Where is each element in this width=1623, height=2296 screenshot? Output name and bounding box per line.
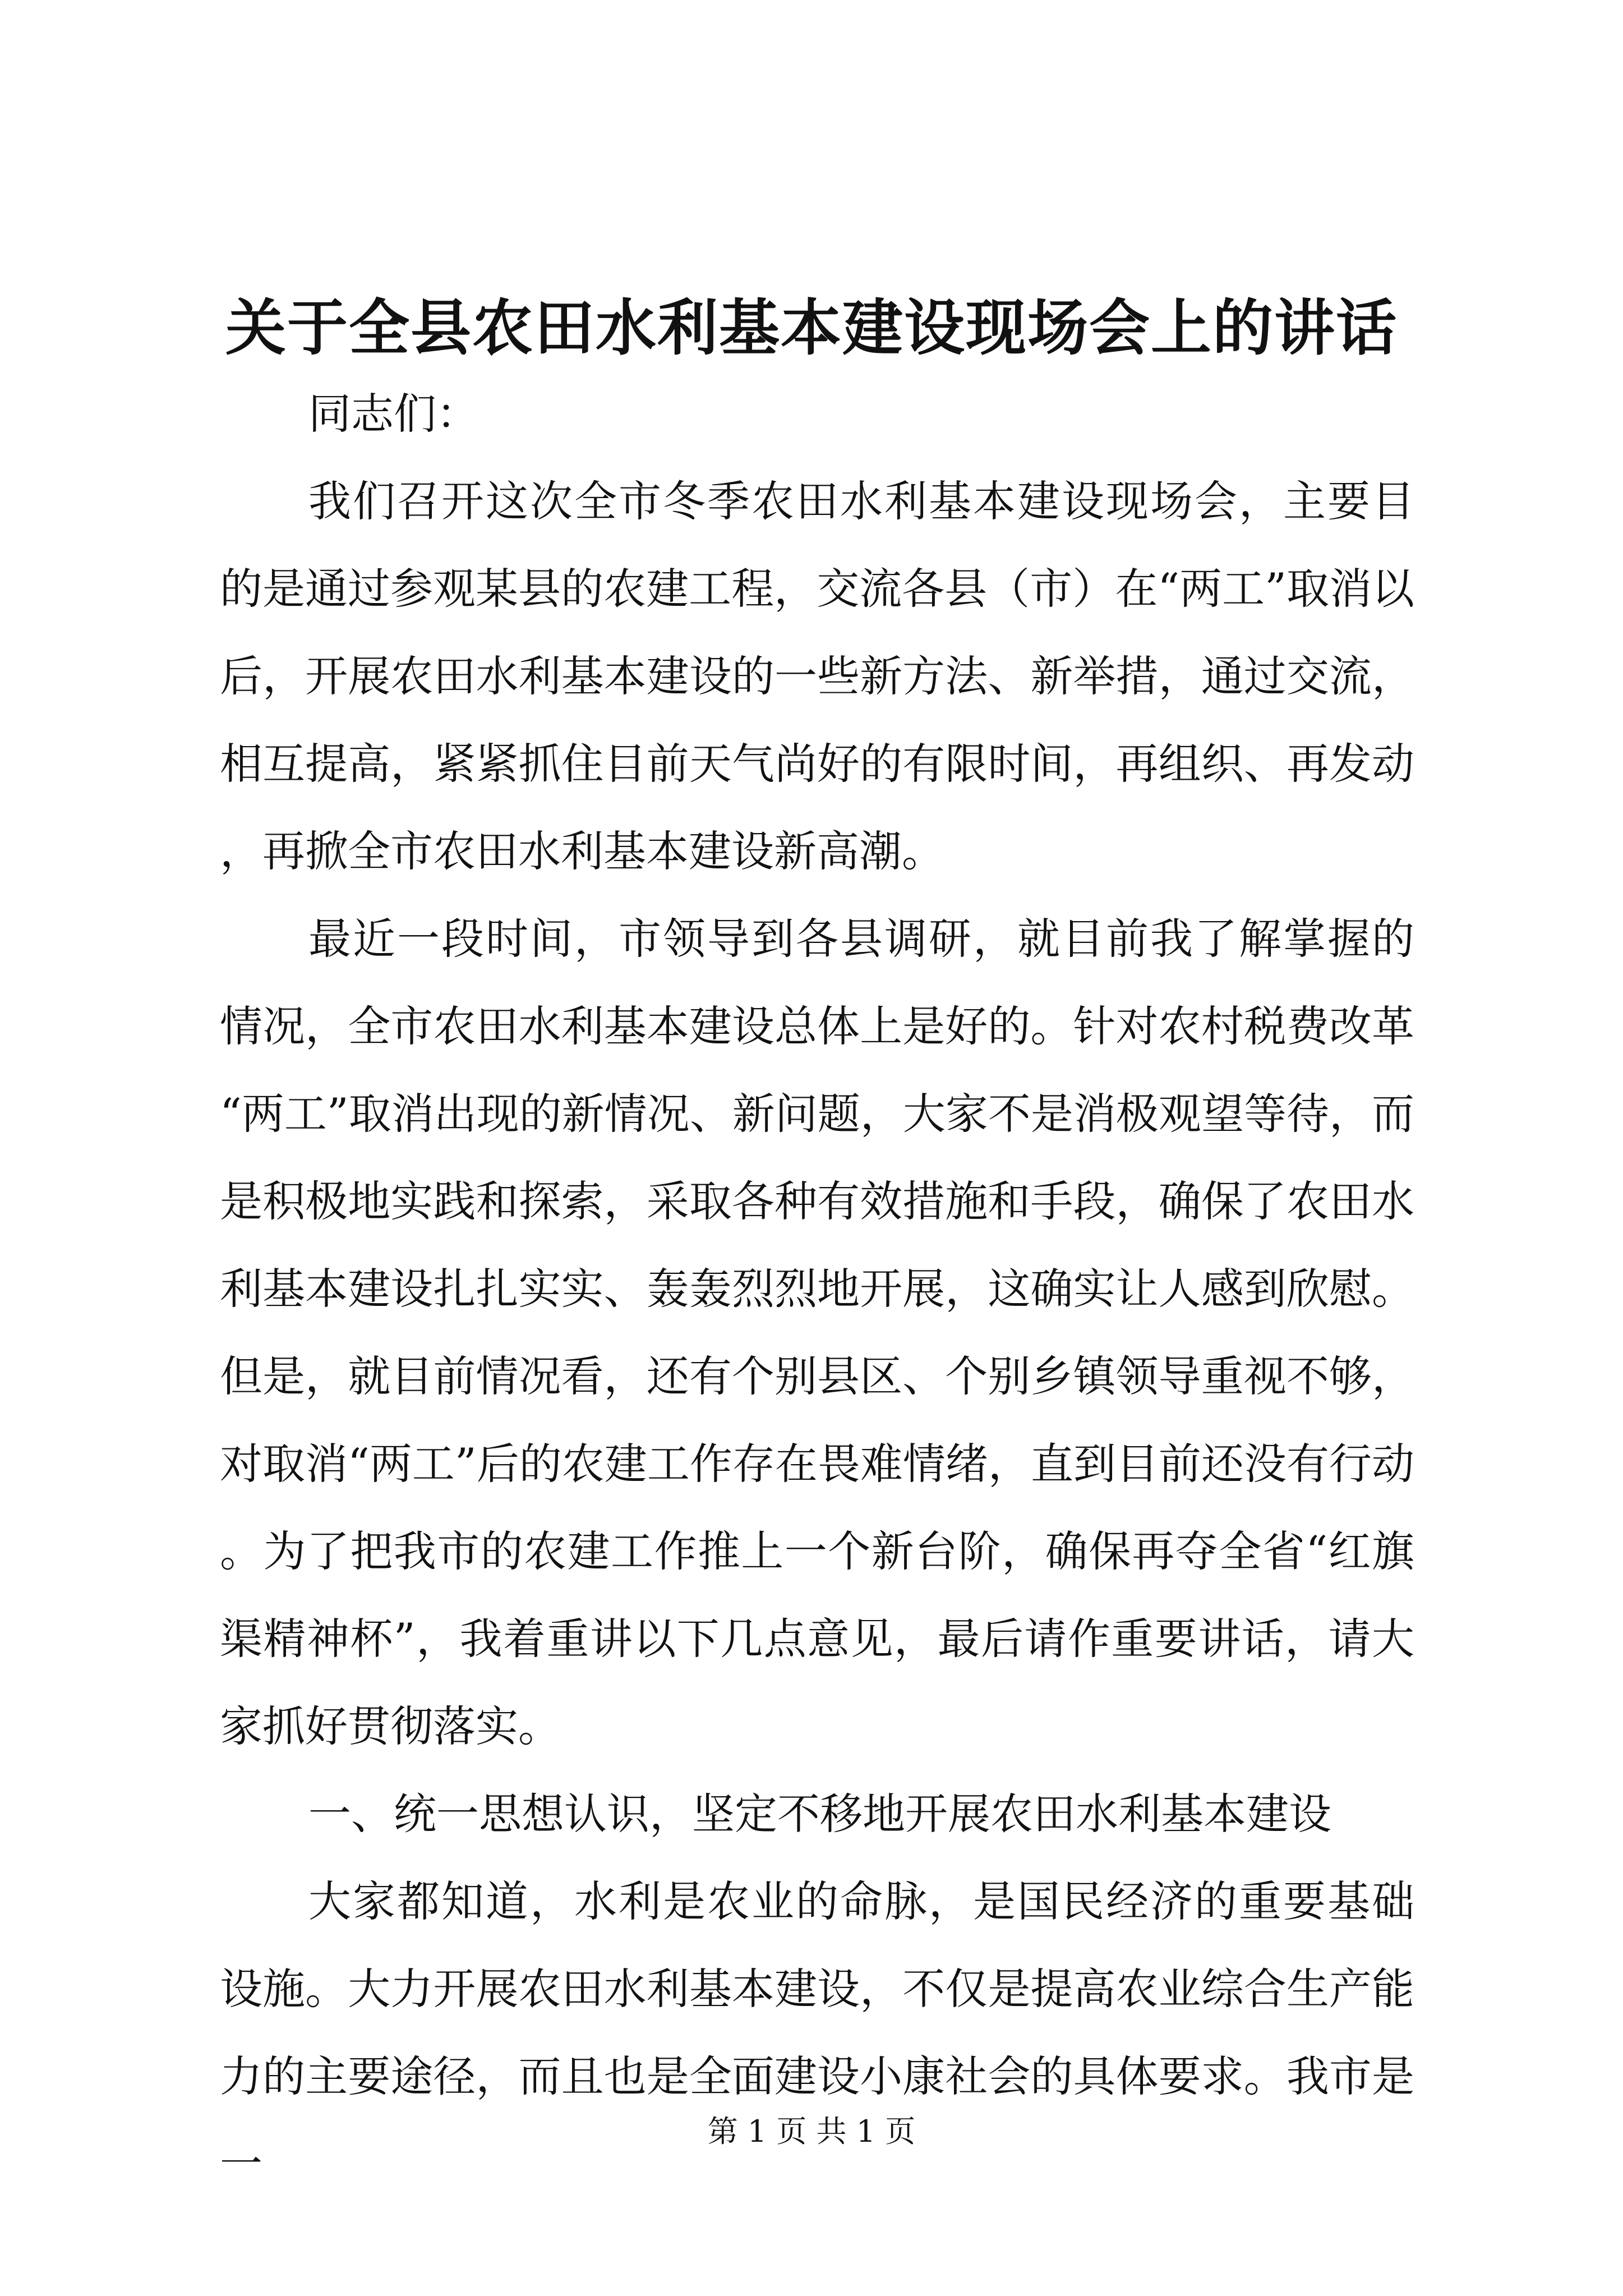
section-heading-1: 一、统一思想认识，坚定不移地开展农田水利基本建设 <box>308 1789 1331 1839</box>
paragraph-1: 我们召开这次全市冬季农田水利基本建设现场会，主要目的是通过参观某县的农建工程，交流各县（市）在“两工”取消以后，开展农田水利基本建设的一些新方法、新举措，通过交流，相互提高，紧紧抓住目前天气尚好的有限时间，再组织、再发动，再掀全市农田水利基本建设新高潮。 <box>220 476 1414 876</box>
page-number-footer: 第 1 页 共 1 页 <box>707 2114 916 2149</box>
paragraph-2: 最近一段时间，市领导到各县调研，就目前我了解掌握的情况，全市农田水利基本建设总体上是好的。针对农村税费改革“两工”取消出现的新情况、新问题，大家不是消极观望等待，而是积极地实践和探索，采取各种有效措施和手段，确保了农田水利基本建设扎扎实实、轰轰烈烈地开展，这确实让人感到欣慰。但是，就目前情况看，还有个别县区、个别乡镇领导重视不够，对取消“两工”后的农建工作存在畏难情绪，直到目前还没有行动。为了把我市的农建工作推上一个新台阶，确保再夺全省“红旗渠精神杯”，我着重讲以下几点意见，最后请作重要讲话，请大家抓好贯彻落实。 <box>220 914 1414 1751</box>
document-title: 关于全县农田水利基本建设现场会上的讲话 <box>225 293 1398 364</box>
salutation: 同志们： <box>308 389 479 439</box>
document-body <box>220 370 1414 2208</box>
paragraph-3: 大家都知道，水利是农业的命脉，是国民经济的重要基础设施。大力开展农田水利基本建设，不仅是提高农业综合生产能力的主要途径，而且也是全面建设小康社会的具体要求。我市是一 <box>220 1876 1414 2189</box>
